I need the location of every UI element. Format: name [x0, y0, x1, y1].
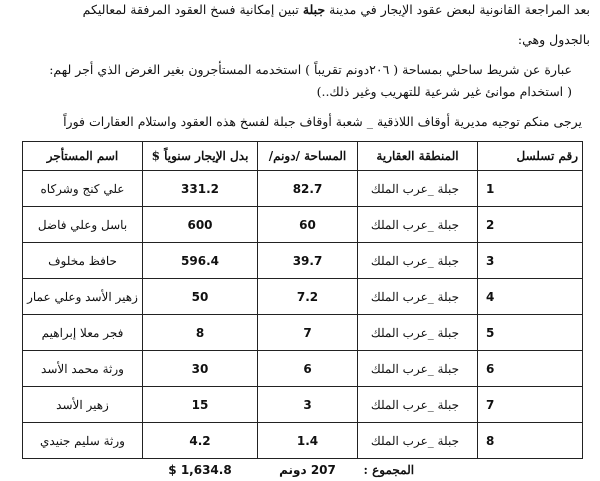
intro-line-1-prefix: بعد المراجعة القانونية لبعض عقود الإيجار في مدينة — [329, 2, 590, 17]
cell-area: 6 — [258, 351, 358, 387]
table-row — [23, 423, 583, 459]
header-tenant: اسم المستأجر — [23, 142, 143, 171]
table-row — [23, 387, 583, 423]
total-area: 207 دونم — [258, 459, 358, 481]
cell-area: 7 — [258, 315, 358, 351]
header-area: المساحة /دونم/ — [258, 142, 358, 171]
cell-rent: 4.2 — [143, 423, 258, 459]
cell-serial: 3 — [478, 243, 583, 279]
cell-tenant: زهير الأسد وعلي عمار — [23, 279, 143, 315]
cell-serial: 8 — [478, 423, 583, 459]
intro-line-1 — [83, 2, 590, 18]
cell-rent: 15 — [143, 387, 258, 423]
cell-rent: 30 — [143, 351, 258, 387]
cell-serial: 2 — [478, 207, 583, 243]
lease-table — [22, 141, 583, 481]
cell-serial: 6 — [478, 351, 583, 387]
table-row — [23, 171, 583, 207]
cell-region: جبلة _عرب الملك — [358, 279, 478, 315]
table-row — [23, 243, 583, 279]
cell-area: 3 — [258, 387, 358, 423]
intro-line-2: بالجدول وهي: — [518, 32, 590, 48]
table-row — [23, 279, 583, 315]
cell-tenant: زهير الأسد — [23, 387, 143, 423]
cell-area: 39.7 — [258, 243, 358, 279]
table-row — [23, 351, 583, 387]
cell-region: جبلة _عرب الملك — [358, 315, 478, 351]
cell-rent: 596.4 — [143, 243, 258, 279]
cell-tenant: ورثة سليم جنيدي — [23, 423, 143, 459]
cell-serial: 7 — [478, 387, 583, 423]
intro-line-5: يرجى منكم توجيه مديرية أوقاف اللاذقية _ شعبة أوقاف جبلة لفسخ هذه العقود واستلام العقارات فوراً — [63, 114, 582, 130]
total-rent: $ 1,634.8 — [143, 459, 258, 481]
cell-tenant: باسل وعلي فاضل — [23, 207, 143, 243]
intro-line-3: عبارة عن شريط ساحلي بمساحة ( ٢٠٦دونم تقريباً ) استخدمه المستأجرون بغير الغرض الذي أجر لهم: — [49, 62, 572, 78]
cell-region: جبلة _عرب الملك — [358, 207, 478, 243]
cell-serial: 4 — [478, 279, 583, 315]
cell-serial: 5 — [478, 315, 583, 351]
header-serial: رقم تسلسل — [478, 142, 583, 171]
cell-area: 7.2 — [258, 279, 358, 315]
intro-line-1-suffix: تبين إمكانية فسخ العقود المرفقة لمعاليكم — [83, 2, 299, 17]
table-row — [23, 315, 583, 351]
cell-tenant: علي كنج وشركاه — [23, 171, 143, 207]
cell-area: 60 — [258, 207, 358, 243]
cell-tenant: ورثة محمد الأسد — [23, 351, 143, 387]
total-label: المجموع : — [358, 459, 478, 481]
intro-line-1-city: جبلة — [303, 2, 325, 17]
cell-area: 82.7 — [258, 171, 358, 207]
cell-rent: 331.2 — [143, 171, 258, 207]
cell-region: جبلة _عرب الملك — [358, 387, 478, 423]
cell-region: جبلة _عرب الملك — [358, 423, 478, 459]
cell-region: جبلة _عرب الملك — [358, 351, 478, 387]
cell-region: جبلة _عرب الملك — [358, 243, 478, 279]
cell-tenant: حافظ مخلوف — [23, 243, 143, 279]
cell-rent: 8 — [143, 315, 258, 351]
table-row — [23, 207, 583, 243]
cell-serial: 1 — [478, 171, 583, 207]
cell-area: 1.4 — [258, 423, 358, 459]
cell-region: جبلة _عرب الملك — [358, 171, 478, 207]
header-rent: بدل الإيجار سنوياً $ — [143, 142, 258, 171]
header-region: المنطقة العقارية — [358, 142, 478, 171]
cell-rent: 600 — [143, 207, 258, 243]
cell-tenant: فجر معلا إبراهيم — [23, 315, 143, 351]
cell-rent: 50 — [143, 279, 258, 315]
table-header-row — [23, 142, 583, 171]
intro-line-4: ( استخدام موانئ غير شرعية للتهريب وغير ذلك..) — [317, 84, 572, 100]
